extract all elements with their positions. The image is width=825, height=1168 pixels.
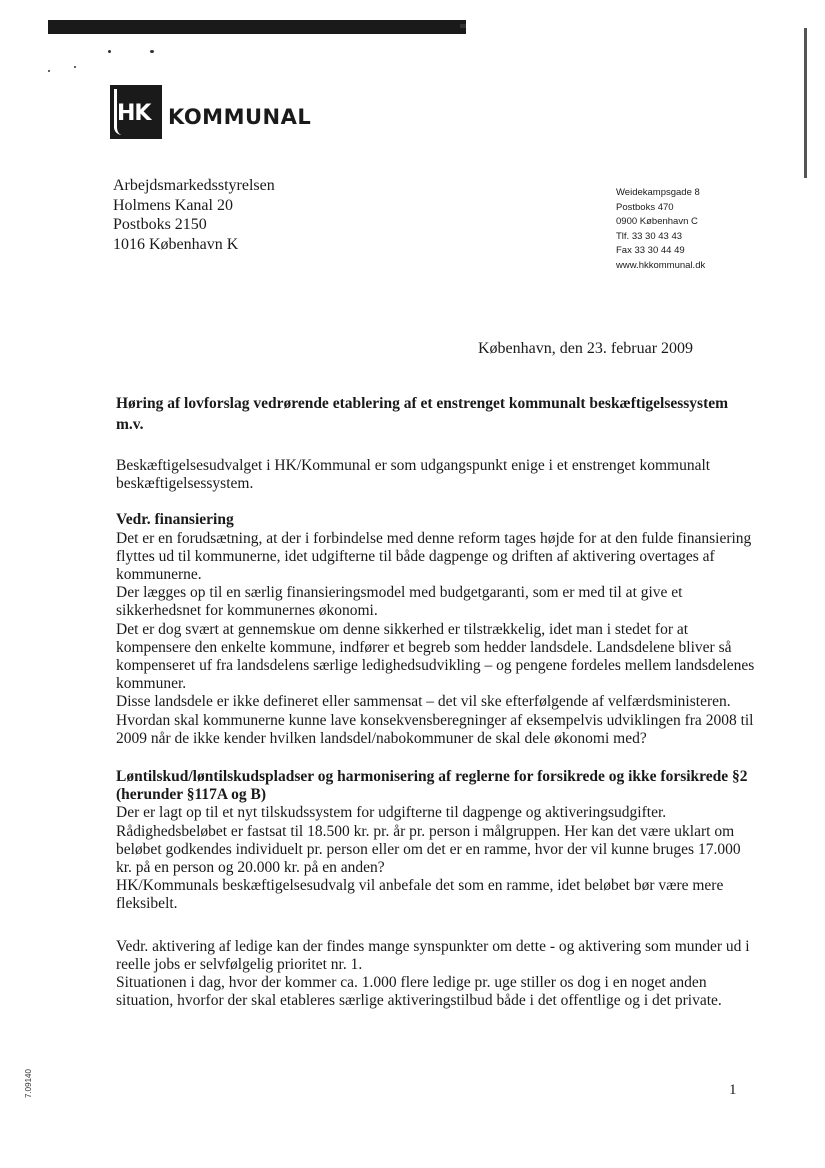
recipient-line: Postboks 2150 (113, 216, 207, 233)
paragraph: Der er lagt op til et nyt tilskudssystem for udgifterne til dagpenge og aktiveringsudgifter. (116, 804, 667, 822)
letter-date: København, den 23. februar 2009 (478, 340, 694, 357)
scan-artifact-edge (804, 28, 807, 178)
paragraph: Rådighedsbeløbet er fastsat til 18.500 kr. pr. år pr. person i målgruppen. Her kan det være uklart om beløbet godkendes individuelt pr. person eller om det er en ramme, hvor der vil kunne bruges 17.000 kr. på en person og 20.000 kr. på en anden? (116, 822, 741, 877)
sender-website: www.hkkommunal.dk (616, 259, 706, 271)
recipient-line: 1016 København K (113, 235, 239, 253)
sender-line: Weidekampsgade 8 (616, 187, 700, 198)
sender-line: Tlf. 33 30 43 43 (616, 230, 683, 242)
paragraph: HK/Kommunals beskæftigelsesudvalg vil anbefale det som en ramme, idet beløbet bør være mere fleksibelt. (116, 877, 724, 913)
recipient-line: Arbejdsmarkedsstyrelsen (113, 177, 275, 194)
hk-logo-icon (110, 85, 162, 139)
sender-line: Postboks 470 (616, 201, 674, 213)
scan-speck (48, 70, 50, 72)
paragraph: Situationen i dag, hvor der kommer ca. 1.000 flere ledige pr. uge stiller os dog i en noget anden situation, hvorfor der skal etableres særlige aktiveringstilbud både i det offentlige og i det private. (116, 974, 722, 1010)
paragraph: Det er dog svært at gennemskue om denne sikkerhed er tilstrækkelig, idet man i stedet for at kompensere den enkelte kommune, indfører et begreb som hedder landsdele. Landsdelene bliver så kompenseret uf fra landsdelens særlige ledighedsudvikling – og pengene fordeles mellem landsdelenes kommuner. (116, 620, 755, 693)
scan-speck (108, 50, 111, 53)
logo-wordmark: KOMMUNAL (168, 105, 312, 129)
section-heading-financing: Vedr. finansiering (116, 511, 234, 529)
sender-line: 0900 København C (616, 216, 698, 228)
paragraph: Vedr. aktivering af ledige kan der findes mange synspunkter om dette - og aktivering som munder ud i reelle jobs er selvfølgelig prioritet nr. 1. (116, 937, 750, 973)
scan-speck (150, 50, 154, 53)
hk-kommunal-logo (110, 85, 311, 139)
page-number: 1 (729, 1082, 737, 1098)
letter-body (116, 393, 756, 1010)
recipient-line: Holmens Kanal 20 (113, 196, 233, 214)
sender-line: Fax 33 30 44 49 (616, 245, 685, 257)
logo-mark-letters: HK (117, 101, 151, 126)
paragraph: Der lægges op til en særlig finansieringsmodel med budgetgaranti, som er med til at give et sikkerhedsnet for kommunernes økonomi. (116, 584, 683, 620)
side-document-code: 7.09140 (24, 1069, 33, 1098)
scan-artifact-bar-end (460, 24, 466, 28)
intro-paragraph: Beskæftigelsesudvalget i HK/Kommunal er som udgangspunkt enige i et enstrenget kommunalt beskæftigelsessystem. (116, 457, 711, 493)
paragraph: Disse landsdele er ikke defineret eller sammensat – det vil ske efterfølgende af velfærdsministeren. Hvordan skal kommunerne kunne lave konsekvensberegninger af eksempelvis udviklingen fra 2008 til 2009 når de ikke kender hvilken landsdel/nabokommuner de skal dele økonomi med? (116, 693, 754, 747)
section-heading-wage-subsidy: Løntilskud/løntilskudspladser og harmonisering af reglerne for forsikrede og ikke forsikrede §2 (herunder §117A og B) (116, 768, 748, 804)
paragraph: Det er en forudsætning, at der i forbindelse med denne reform tages højde for at den fulde finansiering flyttes ud til kommunerne, idet udgifterne til både dagpenge og driften af aktivering overtages af kommunerne. (116, 529, 752, 584)
scan-speck (74, 66, 76, 68)
recipient-address (113, 176, 275, 254)
scan-artifact-bar (48, 20, 466, 34)
sender-address (616, 186, 705, 274)
letter-title: Høring af lovforslag vedrørende etablering af et enstrenget kommunalt beskæftigelsessystem m.v. (116, 395, 729, 433)
